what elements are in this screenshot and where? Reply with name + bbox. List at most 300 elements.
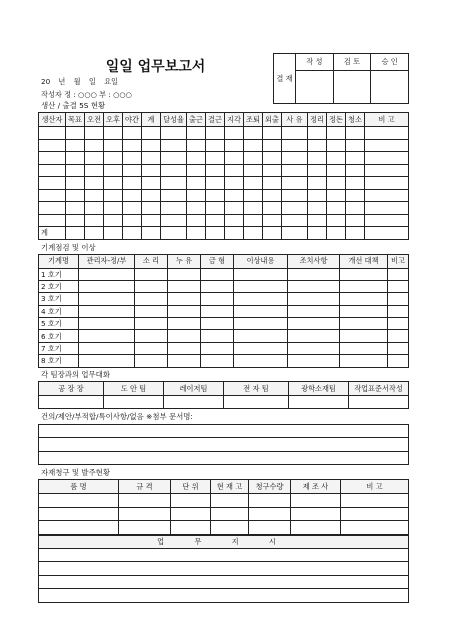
machine-cell[interactable] — [168, 342, 201, 354]
production-cell[interactable] — [327, 227, 346, 240]
production-cell[interactable] — [39, 202, 66, 215]
production-cell[interactable] — [187, 227, 206, 240]
production-cell[interactable] — [104, 139, 123, 152]
machine-cell[interactable] — [388, 305, 409, 317]
production-cell[interactable] — [123, 227, 142, 240]
material-cell[interactable] — [171, 521, 211, 535]
production-cell[interactable] — [142, 227, 161, 240]
production-cell[interactable] — [225, 177, 244, 190]
production-cell[interactable] — [225, 214, 244, 227]
machine-cell[interactable] — [340, 330, 388, 342]
machine-cell[interactable] — [388, 355, 409, 367]
production-cell[interactable] — [161, 139, 187, 152]
production-cell[interactable] — [365, 164, 409, 177]
production-cell[interactable] — [142, 189, 161, 202]
production-cell[interactable] — [244, 227, 263, 240]
production-cell[interactable] — [244, 164, 263, 177]
production-cell[interactable] — [39, 127, 66, 140]
material-cell[interactable] — [341, 507, 409, 521]
production-cell[interactable] — [308, 139, 327, 152]
production-cell[interactable] — [39, 177, 66, 190]
material-row — [39, 507, 409, 521]
production-cell[interactable] — [123, 139, 142, 152]
material-cell[interactable] — [211, 494, 249, 508]
production-cell[interactable] — [187, 202, 206, 215]
team-note-cell[interactable] — [349, 395, 409, 408]
production-cell[interactable] — [225, 202, 244, 215]
machine-cell[interactable] — [201, 355, 234, 367]
material-cell[interactable] — [171, 494, 211, 508]
machine-cell[interactable] — [201, 342, 234, 354]
team-note-cell[interactable] — [289, 395, 349, 408]
machine-cell[interactable] — [135, 355, 168, 367]
machine-cell[interactable] — [340, 305, 388, 317]
production-col-header: 사 유 — [282, 113, 308, 127]
material-header-row — [39, 480, 409, 494]
production-cell[interactable] — [365, 139, 409, 152]
production-cell[interactable] — [346, 164, 365, 177]
machine-name: 2 호기 — [39, 280, 79, 292]
production-cell[interactable] — [85, 152, 104, 165]
production-cell[interactable] — [365, 227, 409, 240]
production-cell[interactable] — [282, 152, 308, 165]
machine-col-header: 개선 대책 — [340, 254, 388, 268]
production-cell[interactable] — [187, 214, 206, 227]
production-cell[interactable] — [308, 164, 327, 177]
machine-cell[interactable] — [288, 355, 340, 367]
machine-cell[interactable] — [135, 268, 168, 280]
production-cell[interactable] — [263, 227, 282, 240]
production-cell[interactable] — [85, 189, 104, 202]
production-cell[interactable] — [263, 152, 282, 165]
remarks-table — [38, 424, 409, 466]
production-cell[interactable] — [225, 164, 244, 177]
production-row — [39, 189, 409, 202]
approval-sign-cell[interactable] — [371, 71, 409, 104]
section-production-title: 생산 / 출결 5S 현황 — [41, 101, 106, 110]
production-cell[interactable] — [346, 189, 365, 202]
production-cell[interactable] — [104, 127, 123, 140]
production-col-header: 정리 — [308, 113, 327, 127]
approval-sign-cell[interactable] — [296, 71, 334, 104]
machine-cell[interactable] — [288, 268, 340, 280]
production-cell[interactable] — [263, 202, 282, 215]
machine-cell[interactable] — [234, 293, 288, 305]
production-cell[interactable] — [187, 177, 206, 190]
machine-cell[interactable] — [168, 318, 201, 330]
production-cell[interactable] — [123, 152, 142, 165]
material-col-header: 현 재 고 — [211, 480, 249, 494]
production-cell[interactable] — [346, 202, 365, 215]
machine-cell[interactable] — [288, 280, 340, 292]
machine-cell[interactable] — [388, 318, 409, 330]
instruction-table — [38, 535, 409, 603]
production-col-header: 야간 — [123, 113, 142, 127]
production-cell[interactable] — [104, 214, 123, 227]
machine-cell[interactable] — [135, 280, 168, 292]
production-cell[interactable] — [161, 177, 187, 190]
production-cell[interactable] — [104, 152, 123, 165]
production-cell[interactable] — [244, 214, 263, 227]
remarks-cell[interactable] — [39, 438, 409, 452]
production-cell[interactable] — [66, 139, 85, 152]
production-cell[interactable] — [282, 189, 308, 202]
production-cell[interactable] — [206, 227, 225, 240]
production-row — [39, 177, 409, 190]
material-cell[interactable] — [341, 494, 409, 508]
machine-cell[interactable] — [234, 330, 288, 342]
machine-cell[interactable] — [234, 355, 288, 367]
production-col-header: 오전 — [85, 113, 104, 127]
production-row — [39, 139, 409, 152]
production-cell[interactable] — [85, 227, 104, 240]
production-cell[interactable] — [142, 202, 161, 215]
production-cell[interactable] — [308, 202, 327, 215]
production-cell[interactable] — [346, 152, 365, 165]
production-cell[interactable] — [123, 214, 142, 227]
machine-table — [38, 254, 409, 368]
instruction-cell[interactable] — [39, 548, 409, 562]
team-note-cell[interactable] — [39, 395, 104, 408]
team-note-cell[interactable] — [164, 395, 224, 408]
production-cell[interactable] — [282, 214, 308, 227]
machine-cell[interactable] — [234, 305, 288, 317]
production-col-header: 생산자 — [39, 113, 66, 127]
document-title: 일일 업무보고서 — [105, 59, 206, 75]
machine-cell[interactable] — [388, 342, 409, 354]
machine-row — [39, 318, 409, 330]
instruction-cell[interactable] — [39, 575, 409, 589]
instruction-row — [39, 562, 409, 576]
material-cell[interactable] — [249, 521, 291, 535]
production-cell[interactable] — [66, 127, 85, 140]
production-cell[interactable] — [104, 177, 123, 190]
production-cell[interactable] — [327, 189, 346, 202]
production-cell[interactable] — [346, 214, 365, 227]
production-cell[interactable] — [244, 177, 263, 190]
material-cell[interactable] — [291, 507, 341, 521]
production-cell[interactable] — [66, 152, 85, 165]
production-cell[interactable] — [187, 189, 206, 202]
production-cell[interactable] — [123, 164, 142, 177]
remarks-row — [39, 438, 409, 452]
material-cell[interactable] — [39, 521, 119, 535]
production-cell[interactable] — [308, 227, 327, 240]
machine-cell[interactable] — [168, 293, 201, 305]
production-cell[interactable] — [206, 202, 225, 215]
production-cell[interactable] — [327, 139, 346, 152]
machine-cell[interactable] — [79, 355, 135, 367]
production-col-header: 출근 — [187, 113, 206, 127]
material-cell[interactable] — [211, 507, 249, 521]
production-cell[interactable] — [66, 189, 85, 202]
machine-cell[interactable] — [340, 355, 388, 367]
machine-cell[interactable] — [288, 305, 340, 317]
material-cell[interactable] — [39, 494, 119, 508]
section-remarks-title: 건의/제안/부적합/특이사항/없음 ※첨부 문서명: — [41, 411, 193, 421]
production-cell[interactable] — [327, 214, 346, 227]
machine-cell[interactable] — [201, 305, 234, 317]
production-cell[interactable] — [225, 227, 244, 240]
production-cell[interactable] — [225, 127, 244, 140]
remarks-cell[interactable] — [39, 451, 409, 465]
approval-sign-cell[interactable] — [333, 71, 371, 104]
production-cell[interactable] — [142, 177, 161, 190]
production-cell[interactable] — [187, 139, 206, 152]
material-cell[interactable] — [119, 521, 171, 535]
production-cell[interactable] — [161, 152, 187, 165]
material-cell[interactable] — [211, 521, 249, 535]
machine-cell[interactable] — [135, 305, 168, 317]
production-cell[interactable] — [161, 164, 187, 177]
production-cell[interactable] — [123, 189, 142, 202]
machine-cell[interactable] — [288, 330, 340, 342]
material-cell[interactable] — [249, 507, 291, 521]
material-cell[interactable] — [291, 494, 341, 508]
production-cell[interactable] — [123, 177, 142, 190]
machine-cell[interactable] — [340, 268, 388, 280]
machine-col-header: 조치사항 — [288, 254, 340, 268]
production-cell[interactable] — [282, 177, 308, 190]
production-cell[interactable] — [39, 139, 66, 152]
production-cell[interactable] — [39, 189, 66, 202]
material-cell[interactable] — [39, 507, 119, 521]
production-cell[interactable] — [308, 177, 327, 190]
production-cell[interactable] — [161, 227, 187, 240]
production-cell[interactable] — [39, 152, 66, 165]
production-cell[interactable] — [365, 177, 409, 190]
production-cell[interactable] — [308, 189, 327, 202]
machine-cell[interactable] — [340, 293, 388, 305]
production-cell[interactable] — [282, 164, 308, 177]
machine-cell[interactable] — [234, 342, 288, 354]
production-cell[interactable] — [308, 152, 327, 165]
production-cell[interactable] — [187, 152, 206, 165]
production-cell[interactable] — [142, 139, 161, 152]
production-col-header: 지각 — [225, 113, 244, 127]
machine-cell[interactable] — [201, 280, 234, 292]
production-cell[interactable] — [263, 189, 282, 202]
material-cell[interactable] — [249, 494, 291, 508]
machine-cell[interactable] — [79, 268, 135, 280]
production-cell[interactable] — [161, 214, 187, 227]
production-cell[interactable] — [206, 164, 225, 177]
production-cell[interactable] — [244, 139, 263, 152]
section-material-title: 자재청구 및 발주현황 — [41, 468, 110, 478]
production-cell[interactable] — [85, 177, 104, 190]
machine-cell[interactable] — [340, 318, 388, 330]
production-cell[interactable] — [104, 227, 123, 240]
instruction-row — [39, 548, 409, 562]
production-cell[interactable] — [244, 152, 263, 165]
machine-cell[interactable] — [340, 280, 388, 292]
production-cell[interactable] — [85, 127, 104, 140]
production-cell[interactable] — [263, 164, 282, 177]
instruction-cell[interactable] — [39, 589, 409, 603]
machine-cell[interactable] — [340, 342, 388, 354]
material-cell[interactable] — [171, 507, 211, 521]
material-cell[interactable] — [119, 507, 171, 521]
production-cell[interactable] — [104, 164, 123, 177]
production-cell[interactable] — [282, 139, 308, 152]
machine-cell[interactable] — [201, 268, 234, 280]
production-cell[interactable] — [206, 189, 225, 202]
approval-approve: 승 인 — [371, 54, 409, 71]
production-cell[interactable] — [85, 139, 104, 152]
machine-cell[interactable] — [135, 342, 168, 354]
production-cell[interactable] — [187, 127, 206, 140]
production-cell[interactable] — [346, 139, 365, 152]
material-col-header: 청구수량 — [249, 480, 291, 494]
production-cell[interactable] — [104, 189, 123, 202]
production-cell[interactable] — [263, 214, 282, 227]
production-cell[interactable] — [85, 214, 104, 227]
machine-cell[interactable] — [168, 305, 201, 317]
production-cell[interactable] — [263, 177, 282, 190]
instruction-cell[interactable] — [39, 562, 409, 576]
remarks-cell[interactable] — [39, 424, 409, 438]
production-cell[interactable] — [39, 214, 66, 227]
production-cell[interactable] — [365, 202, 409, 215]
production-cell[interactable] — [66, 202, 85, 215]
machine-cell[interactable] — [234, 318, 288, 330]
production-cell[interactable] — [142, 127, 161, 140]
production-row — [39, 127, 409, 140]
production-cell[interactable] — [206, 177, 225, 190]
production-cell[interactable] — [244, 127, 263, 140]
production-cell[interactable] — [263, 127, 282, 140]
machine-cell[interactable] — [288, 293, 340, 305]
production-cell[interactable] — [161, 189, 187, 202]
production-cell[interactable] — [346, 177, 365, 190]
machine-cell[interactable] — [201, 330, 234, 342]
material-col-header: 규 격 — [119, 480, 171, 494]
production-cell[interactable] — [327, 177, 346, 190]
production-cell[interactable] — [308, 127, 327, 140]
machine-cell[interactable] — [79, 330, 135, 342]
production-cell[interactable] — [142, 152, 161, 165]
production-row — [39, 164, 409, 177]
machine-cell[interactable] — [135, 330, 168, 342]
production-cell[interactable] — [85, 164, 104, 177]
production-cell[interactable] — [142, 214, 161, 227]
production-cell[interactable] — [225, 139, 244, 152]
machine-cell[interactable] — [79, 293, 135, 305]
production-cell[interactable] — [244, 189, 263, 202]
production-cell[interactable] — [327, 127, 346, 140]
production-cell[interactable] — [282, 227, 308, 240]
production-cell[interactable] — [282, 127, 308, 140]
machine-cell[interactable] — [234, 268, 288, 280]
section-teamtalk-title: 각 팀장과의 업무대화 — [41, 369, 110, 379]
material-cell[interactable] — [119, 494, 171, 508]
production-cell[interactable] — [187, 164, 206, 177]
machine-row — [39, 268, 409, 280]
production-cell[interactable] — [346, 127, 365, 140]
production-cell[interactable] — [263, 139, 282, 152]
production-cell[interactable] — [206, 214, 225, 227]
production-cell[interactable] — [123, 202, 142, 215]
machine-col-header: 누 유 — [168, 254, 201, 268]
machine-cell[interactable] — [79, 318, 135, 330]
production-col-header: 오후 — [104, 113, 123, 127]
material-table — [38, 479, 409, 535]
production-cell[interactable] — [365, 189, 409, 202]
production-cell[interactable] — [104, 202, 123, 215]
machine-cell[interactable] — [388, 293, 409, 305]
machine-cell[interactable] — [388, 280, 409, 292]
production-cell[interactable] — [66, 164, 85, 177]
production-cell[interactable] — [161, 127, 187, 140]
machine-cell[interactable] — [168, 330, 201, 342]
team-col-header: 공 장 장 — [39, 381, 104, 395]
machine-name: 1 호기 — [39, 268, 79, 280]
machine-cell[interactable] — [79, 305, 135, 317]
production-cell[interactable] — [327, 202, 346, 215]
production-cell[interactable] — [365, 152, 409, 165]
machine-cell[interactable] — [135, 318, 168, 330]
production-cell[interactable] — [327, 152, 346, 165]
production-cell[interactable] — [365, 127, 409, 140]
production-cell[interactable] — [282, 202, 308, 215]
machine-cell[interactable] — [168, 268, 201, 280]
production-cell[interactable] — [225, 152, 244, 165]
production-col-header: 달성율 — [161, 113, 187, 127]
machine-cell[interactable] — [201, 293, 234, 305]
production-cell[interactable] — [161, 202, 187, 215]
production-cell[interactable] — [66, 227, 85, 240]
machine-cell[interactable] — [79, 342, 135, 354]
machine-cell[interactable] — [288, 318, 340, 330]
machine-row — [39, 342, 409, 354]
production-cell[interactable] — [244, 202, 263, 215]
production-cell[interactable] — [206, 139, 225, 152]
machine-cell[interactable] — [135, 293, 168, 305]
production-cell[interactable] — [206, 152, 225, 165]
production-cell[interactable] — [66, 177, 85, 190]
machine-name: 5 호기 — [39, 318, 79, 330]
machine-cell[interactable] — [388, 268, 409, 280]
production-cell[interactable] — [346, 227, 365, 240]
machine-cell[interactable] — [234, 280, 288, 292]
production-cell[interactable] — [225, 189, 244, 202]
team-note-cell[interactable] — [224, 395, 289, 408]
production-cell[interactable] — [39, 164, 66, 177]
production-cell[interactable] — [123, 127, 142, 140]
production-cell[interactable] — [85, 202, 104, 215]
production-cell[interactable] — [66, 214, 85, 227]
production-cell[interactable] — [308, 214, 327, 227]
material-cell[interactable] — [341, 521, 409, 535]
production-cell[interactable] — [365, 214, 409, 227]
machine-row — [39, 355, 409, 367]
machine-cell[interactable] — [79, 280, 135, 292]
machine-cell[interactable] — [388, 330, 409, 342]
production-cell[interactable] — [142, 164, 161, 177]
production-cell[interactable] — [327, 164, 346, 177]
material-cell[interactable] — [291, 521, 341, 535]
material-col-header: 단 위 — [171, 480, 211, 494]
machine-cell[interactable] — [168, 280, 201, 292]
production-col-header: 외출 — [263, 113, 282, 127]
approval-box — [273, 53, 409, 104]
approval-write: 작 성 — [296, 54, 334, 71]
machine-cell[interactable] — [201, 318, 234, 330]
team-note-cell[interactable] — [104, 395, 164, 408]
machine-cell[interactable] — [288, 342, 340, 354]
machine-cell[interactable] — [168, 355, 201, 367]
production-cell[interactable] — [206, 127, 225, 140]
